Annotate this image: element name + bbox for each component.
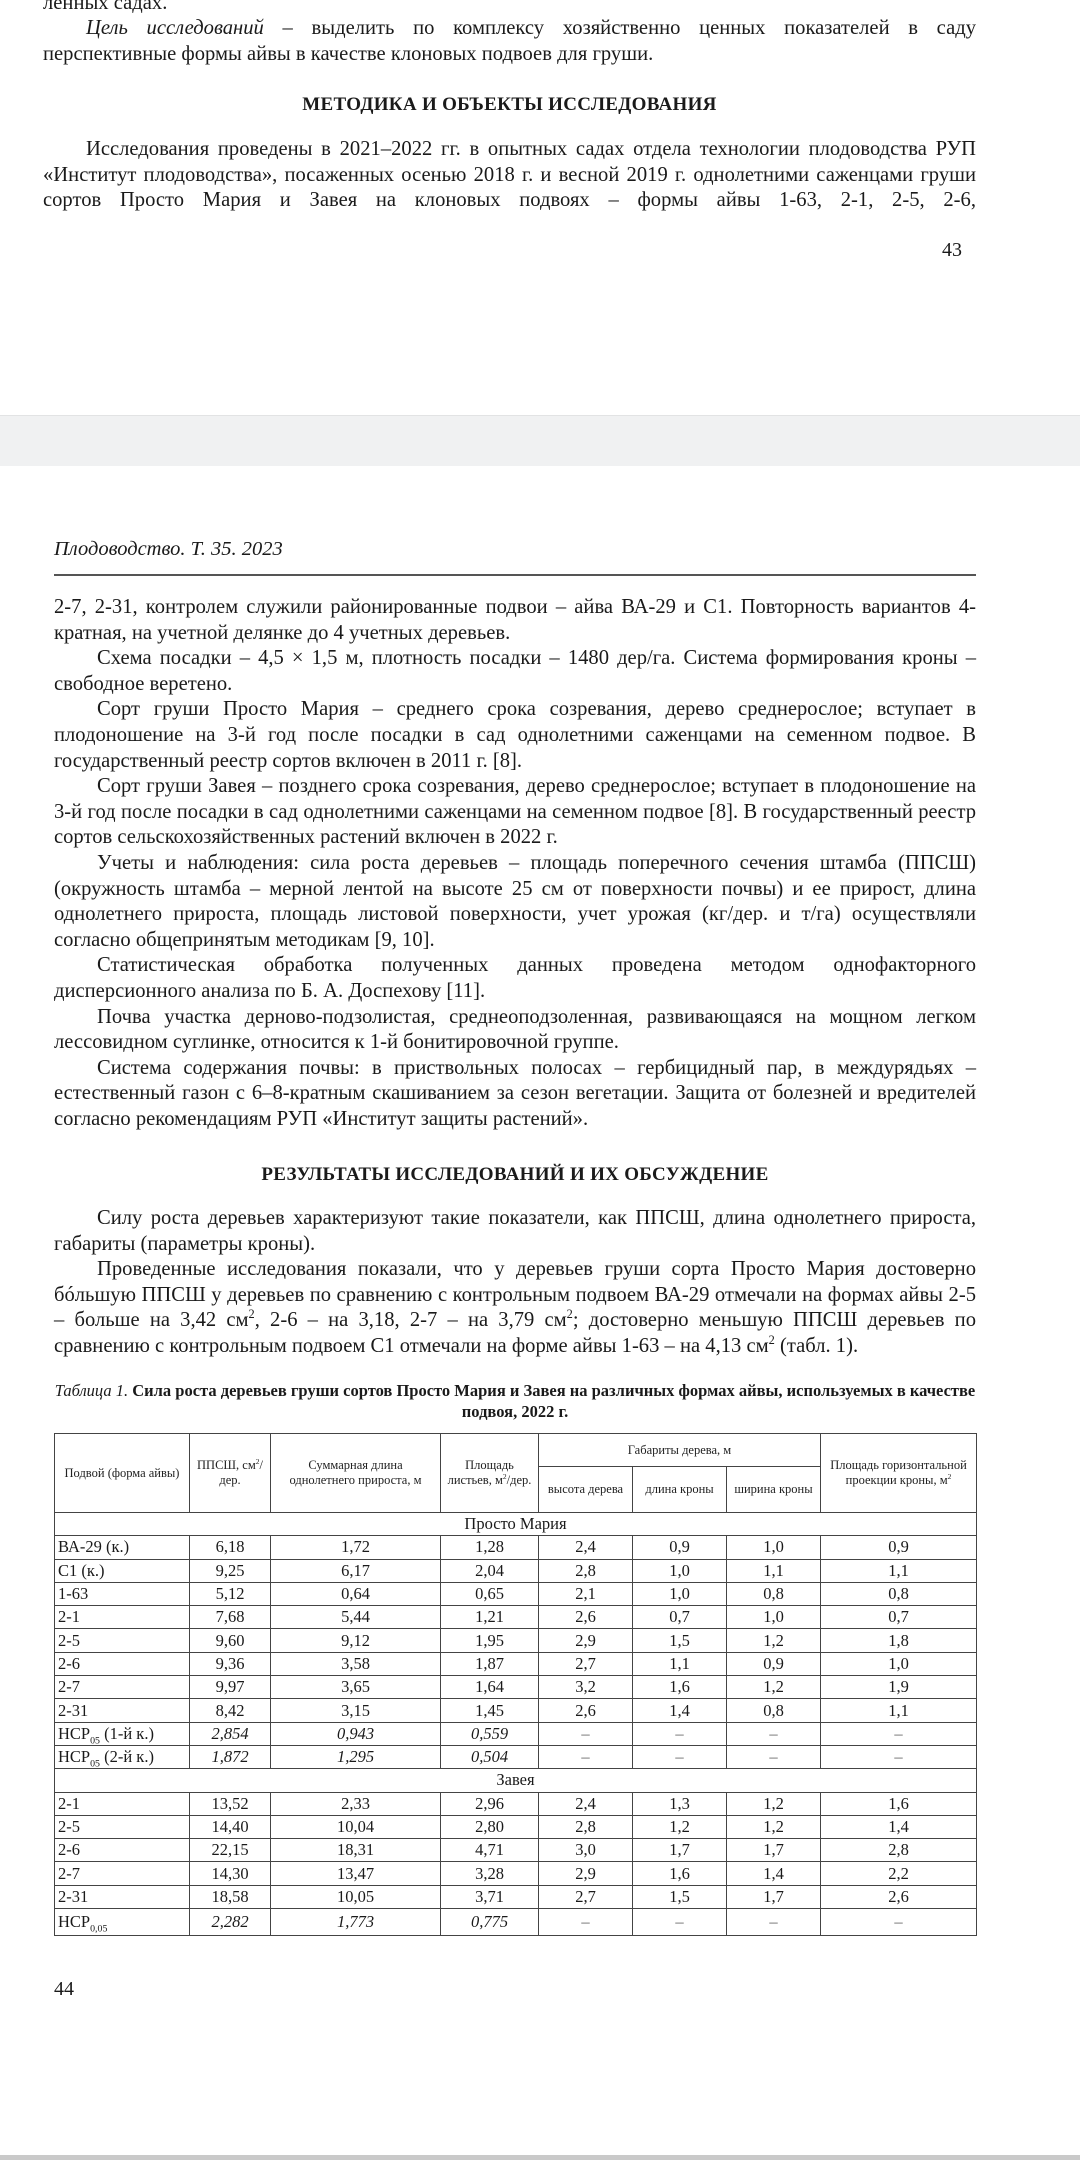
lsd-value-cell: 0,559 — [441, 1722, 539, 1745]
rootstock-cell: 2-1 — [55, 1792, 190, 1815]
lsd-value-cell: 0,504 — [441, 1745, 539, 1768]
value-cell: 1,4 — [727, 1862, 821, 1885]
page-gap — [0, 415, 1080, 467]
paragraph-4: Сорт груши Завея – позднего срока созревания, дерево среднерослое; вступает в плодоношение на 3-й год после посадки в сад однолетними саженцами на семенном подвое [8]. В государственный реестр сортов сельскохозяйственных растений включен в 2022 г. — [54, 775, 976, 849]
cut-line-text: ленных садах. — [43, 0, 168, 14]
lsd-value-cell: – — [539, 1722, 633, 1745]
value-cell: 0,9 — [633, 1536, 727, 1559]
value-cell: 5,44 — [271, 1606, 441, 1629]
lsd-value-cell: – — [821, 1722, 977, 1745]
sup: 2 — [768, 1333, 775, 1348]
value-cell: 0,8 — [821, 1582, 977, 1605]
value-cell: 1,4 — [633, 1699, 727, 1722]
value-cell: 0,65 — [441, 1582, 539, 1605]
value-cell: 1,7 — [633, 1839, 727, 1862]
table-row — [55, 1536, 977, 1559]
table-caption — [54, 1380, 976, 1422]
header-shoot-length: Суммарная длина однолетнего прироста, м — [271, 1434, 441, 1513]
value-cell: 10,05 — [271, 1885, 441, 1908]
value-cell: 18,31 — [271, 1839, 441, 1862]
rootstock-cell: 2-6 — [55, 1839, 190, 1862]
lsd-value-cell: 0,943 — [271, 1722, 441, 1745]
page-43 — [0, 0, 1080, 415]
value-cell: 1,1 — [821, 1699, 977, 1722]
table-row — [55, 1862, 977, 1885]
lsd-value-cell: 2,854 — [190, 1722, 271, 1745]
value-cell: 1,21 — [441, 1606, 539, 1629]
value-cell: 2,7 — [539, 1885, 633, 1908]
value-cell: 2,2 — [821, 1862, 977, 1885]
lsd-suffix: (1-й к.) — [99, 1723, 154, 1743]
value-cell: 1,0 — [633, 1559, 727, 1582]
value-cell: 1,3 — [633, 1792, 727, 1815]
value-cell: 2,6 — [539, 1606, 633, 1629]
value-cell: 1,87 — [441, 1652, 539, 1675]
header-crown-width: ширина кроны — [727, 1467, 821, 1513]
table-caption-label: Таблица 1. — [54, 1381, 129, 1400]
lsd-label: НСР — [58, 1912, 91, 1932]
methods-text: Исследования проведены в 2021–2022 гг. в опытных садах отдела технологии плодоводства РУП «Институт плодоводства», посаженных осенью 2018 г. и весной 2019 г. однолетними саженцами груши сортов Просто Мария и Завея на клоновых подвоях – формы айвы 1-63, 2-1, 2-5, 2-6, — [43, 138, 976, 212]
value-cell: 9,60 — [190, 1629, 271, 1652]
table-row — [55, 1815, 977, 1838]
paragraph-2: Схема посадки – 4,5 × 1,5 м, плотность посадки – 1480 дер/га. Система формирования кроны – свободное веретено. — [54, 647, 976, 695]
results-p2-b: , 2-6 – на 3,18, 2-7 – на 3,79 см — [254, 1309, 567, 1332]
section-row — [55, 1513, 977, 1536]
value-cell: 1,1 — [727, 1559, 821, 1582]
value-cell: 8,42 — [190, 1699, 271, 1722]
value-cell: 3,2 — [539, 1676, 633, 1699]
lsd-value-cell: – — [727, 1722, 821, 1745]
page-number-43: 43 — [942, 239, 962, 261]
table-row — [55, 1792, 977, 1815]
header-projection-text: Площадь горизонтальной проекции кроны, м — [830, 1458, 967, 1487]
lsd-subscript: 05 — [90, 1758, 100, 1770]
header-leaf-area — [441, 1434, 539, 1513]
value-cell: 2,9 — [539, 1862, 633, 1885]
value-cell: 1,6 — [633, 1862, 727, 1885]
paragraph-8: Система содержания почвы: в приствольных полосах – гербицидный пар, в междурядьях – естественный газон с 6–8-кратным скашиванием за сезон вегетации. Защита от болезней и вредителей согласно рекомендациям РУП «Институт защиты растений». — [54, 1056, 976, 1130]
value-cell: 1,1 — [633, 1652, 727, 1675]
header-ppssh-text: ППСШ, см — [197, 1458, 256, 1472]
value-cell: 0,7 — [821, 1606, 977, 1629]
section-row — [55, 1769, 977, 1792]
header-rootstock: Подвой (форма айвы) — [55, 1434, 190, 1513]
lsd-value-cell: 0,775 — [441, 1909, 539, 1936]
lsd-row — [55, 1745, 977, 1768]
value-cell: 13,47 — [271, 1862, 441, 1885]
header-leaf-area-unit: /дер. — [506, 1473, 532, 1487]
value-cell: 9,25 — [190, 1559, 271, 1582]
lsd-label-cell — [55, 1909, 190, 1936]
value-cell: 2,8 — [539, 1559, 633, 1582]
table-row — [55, 1676, 977, 1699]
rootstock-cell: ВА-29 (к.) — [55, 1536, 190, 1559]
paragraph-6: Статистическая обработка полученных данных проведена методом однофакторного дисперсионного анализа по Б. А. Доспехову [11]. — [54, 954, 976, 1002]
value-cell: 1,0 — [727, 1606, 821, 1629]
running-head: Плодоводство. Т. 35. 2023 — [54, 538, 283, 560]
value-cell: 2,4 — [539, 1536, 633, 1559]
header-ppssh — [190, 1434, 271, 1513]
paragraph-7: Почва участка дерново-подзолистая, среднеоподзоленная, развивающаяся на мощном легком лессовидном суглинке, относится к 1-й бонитировочной группе. — [54, 1005, 976, 1054]
rootstock-cell: 2-6 — [55, 1652, 190, 1675]
table-1 — [54, 1433, 977, 1936]
lsd-value-cell: 2,282 — [190, 1909, 271, 1936]
table-row — [55, 1839, 977, 1862]
table-body — [55, 1513, 977, 1936]
rootstock-cell: 1-63 — [55, 1582, 190, 1605]
value-cell: 13,52 — [190, 1792, 271, 1815]
lsd-value-cell: – — [821, 1745, 977, 1768]
results-paragraph-1: Силу роста деревьев характеризуют такие показатели, как ППСШ, длина однолетнего прироста, габариты (параметры кроны). — [54, 1207, 976, 1255]
rootstock-cell: 2-7 — [55, 1676, 190, 1699]
value-cell: 2,33 — [271, 1792, 441, 1815]
value-cell: 3,65 — [271, 1676, 441, 1699]
header-ppssh-unit: /дер. — [219, 1458, 263, 1487]
lsd-label: НСР — [58, 1747, 91, 1767]
page-number-44: 44 — [54, 1978, 74, 2000]
value-cell: 9,36 — [190, 1652, 271, 1675]
goal-text: – выделить по комплексу хозяйственно ценных показателей в саду перспективные формы айвы в качестве клоновых подвоев для груши. — [43, 17, 976, 65]
value-cell: 0,64 — [271, 1582, 441, 1605]
rootstock-cell: 2-31 — [55, 1699, 190, 1722]
sup: 2 — [566, 1307, 573, 1322]
lsd-value-cell: – — [633, 1909, 727, 1936]
results-p2-c: ; достоверно меньшую ППСШ деревьев по сравнению с контрольным подвоем С1 отмечали на форме айвы 1-63 – на 4,13 см — [54, 1309, 976, 1357]
results-p2-a: Проведенные исследования показали, что у деревьев груши сорта Просто Мария достоверно бóльшую ППСШ у деревьев по сравнению с контрольным подвоем ВА-29 отмечали на формах айвы 2-5 – больше на 3,42 см — [54, 1258, 976, 1332]
lsd-value-cell: 1,773 — [271, 1909, 441, 1936]
value-cell: 10,04 — [271, 1815, 441, 1838]
value-cell: 1,95 — [441, 1629, 539, 1652]
rootstock-cell: 2-1 — [55, 1606, 190, 1629]
header-dimensions: Габариты дерева, м — [539, 1434, 821, 1467]
value-cell: 0,9 — [727, 1652, 821, 1675]
paragraph-1: 2-7, 2-31, контролем служили районированные подвои – айва ВА-29 и С1. Повторность вариантов 4-кратная, на учетной делянке до 4 учетных деревьев. — [54, 596, 976, 644]
lsd-label-cell — [55, 1722, 190, 1745]
lsd-label-cell — [55, 1745, 190, 1768]
table-row — [55, 1582, 977, 1605]
value-cell: 0,7 — [633, 1606, 727, 1629]
section-heading-methods: МЕТОДИКА И ОБЪЕКТЫ ИССЛЕДОВАНИЯ — [302, 94, 717, 115]
lsd-value-cell: – — [539, 1745, 633, 1768]
value-cell: 5,12 — [190, 1582, 271, 1605]
value-cell: 0,9 — [821, 1536, 977, 1559]
header-projection — [821, 1434, 977, 1513]
lsd-value-cell: – — [539, 1909, 633, 1936]
value-cell: 14,30 — [190, 1862, 271, 1885]
body-text — [54, 595, 976, 1132]
value-cell: 3,15 — [271, 1699, 441, 1722]
value-cell: 1,0 — [633, 1582, 727, 1605]
value-cell: 2,4 — [539, 1792, 633, 1815]
value-cell: 7,68 — [190, 1606, 271, 1629]
lsd-row — [55, 1722, 977, 1745]
value-cell: 1,45 — [441, 1699, 539, 1722]
value-cell: 1,0 — [821, 1652, 977, 1675]
value-cell: 2,1 — [539, 1582, 633, 1605]
table-row — [55, 1559, 977, 1582]
sup: 2 — [248, 1307, 255, 1322]
results-p2-d: (табл. 1). — [774, 1334, 859, 1357]
section-heading-results: РЕЗУЛЬТАТЫ ИССЛЕДОВАНИЙ И ИХ ОБСУЖДЕНИЕ — [261, 1164, 769, 1185]
lsd-value-cell: – — [633, 1745, 727, 1768]
value-cell: 9,12 — [271, 1629, 441, 1652]
value-cell: 2,8 — [821, 1839, 977, 1862]
value-cell: 3,58 — [271, 1652, 441, 1675]
methods-paragraph — [43, 137, 976, 214]
value-cell: 1,6 — [633, 1676, 727, 1699]
table-row — [55, 1885, 977, 1908]
value-cell: 1,6 — [821, 1792, 977, 1815]
cut-line — [43, 0, 976, 17]
value-cell: 2,6 — [539, 1699, 633, 1722]
section-label: Завея — [55, 1769, 977, 1792]
value-cell: 22,15 — [190, 1839, 271, 1862]
value-cell: 2,04 — [441, 1559, 539, 1582]
value-cell: 2,9 — [539, 1629, 633, 1652]
table-row — [55, 1652, 977, 1675]
table-row — [55, 1699, 977, 1722]
value-cell: 1,2 — [633, 1815, 727, 1838]
lsd-label: НСР — [58, 1723, 91, 1743]
value-cell: 0,8 — [727, 1699, 821, 1722]
lsd-row — [55, 1909, 977, 1936]
goal-label: Цель исследований — [86, 17, 264, 39]
paragraph-3: Сорт груши Просто Мария – среднего срока созревания, дерево среднерослое; вступает в плодоношение на 3-й год после посадки в сад однолетними саженцами на семенном подвое. В государственный реестр сортов включен в 2011 г. [8]. — [54, 698, 976, 772]
table-caption-title: Сила роста деревьев груши сортов Просто Мария и Завея на различных формах айвы, используемых в качестве подвоя, 2022 г. — [132, 1381, 976, 1421]
value-cell: 14,40 — [190, 1815, 271, 1838]
table-row — [55, 1629, 977, 1652]
value-cell: 18,58 — [190, 1885, 271, 1908]
rootstock-cell: С1 (к.) — [55, 1559, 190, 1582]
value-cell: 1,2 — [727, 1792, 821, 1815]
header-crown-length: длина кроны — [633, 1467, 727, 1513]
lsd-suffix: (2-й к.) — [99, 1747, 154, 1767]
value-cell: 3,0 — [539, 1839, 633, 1862]
value-cell: 1,2 — [727, 1676, 821, 1699]
value-cell: 4,71 — [441, 1839, 539, 1862]
lsd-value-cell: 1,872 — [190, 1745, 271, 1768]
value-cell: 6,18 — [190, 1536, 271, 1559]
rootstock-cell: 2-5 — [55, 1629, 190, 1652]
sup: 2 — [502, 1471, 507, 1481]
page-bottom-edge — [0, 2155, 1080, 2160]
value-cell: 1,4 — [821, 1815, 977, 1838]
value-cell: 3,28 — [441, 1862, 539, 1885]
sup: 2 — [947, 1471, 952, 1481]
lsd-value-cell: – — [821, 1909, 977, 1936]
value-cell: 2,80 — [441, 1815, 539, 1838]
value-cell: 2,7 — [539, 1652, 633, 1675]
header-leaf-area-text: Площадь листьев, м — [447, 1458, 514, 1487]
value-cell: 1,0 — [727, 1536, 821, 1559]
lsd-value-cell: – — [727, 1745, 821, 1768]
value-cell: 6,17 — [271, 1559, 441, 1582]
lsd-value-cell: – — [633, 1722, 727, 1745]
value-cell: 1,7 — [727, 1839, 821, 1862]
paragraph-5: Учеты и наблюдения: сила роста деревьев – площадь поперечного сечения штамба (ППСШ) (окружность штамба – мерной лентой на высоте 25 см от поверхности почвы) и ее прирост, длина однолетнего прироста, площадь листовой поверхности, учет урожая (кг/дер. и т/га) осуществляли согласно общепринятым методикам [9, 10]. — [54, 851, 976, 951]
results-paragraph-2 — [54, 1257, 976, 1359]
value-cell: 2,96 — [441, 1792, 539, 1815]
value-cell: 1,64 — [441, 1676, 539, 1699]
value-cell: 1,2 — [727, 1815, 821, 1838]
rootstock-cell: 2-5 — [55, 1815, 190, 1838]
value-cell: 1,9 — [821, 1676, 977, 1699]
value-cell: 1,2 — [727, 1629, 821, 1652]
rootstock-cell: 2-7 — [55, 1862, 190, 1885]
lsd-value-cell: 1,295 — [271, 1745, 441, 1768]
value-cell: 1,8 — [821, 1629, 977, 1652]
section-label: Просто Мария — [55, 1513, 977, 1536]
header-height: высота дерева — [539, 1467, 633, 1513]
lsd-subscript: 05 — [90, 1735, 100, 1747]
value-cell: 3,71 — [441, 1885, 539, 1908]
value-cell: 2,6 — [821, 1885, 977, 1908]
value-cell: 1,1 — [821, 1559, 977, 1582]
value-cell: 2,8 — [539, 1815, 633, 1838]
lsd-subscript: 0,05 — [90, 1923, 108, 1935]
value-cell: 1,5 — [633, 1629, 727, 1652]
goal-paragraph — [43, 16, 976, 67]
value-cell: 9,97 — [190, 1676, 271, 1699]
value-cell: 0,8 — [727, 1582, 821, 1605]
value-cell: 1,5 — [633, 1885, 727, 1908]
value-cell: 1,72 — [271, 1536, 441, 1559]
rootstock-cell: 2-31 — [55, 1885, 190, 1908]
table-row — [55, 1606, 977, 1629]
sup: 2 — [255, 1456, 260, 1466]
results-text — [54, 1206, 976, 1360]
lsd-value-cell: – — [727, 1909, 821, 1936]
value-cell: 1,7 — [727, 1885, 821, 1908]
value-cell: 1,28 — [441, 1536, 539, 1559]
running-head-rule — [54, 574, 976, 576]
